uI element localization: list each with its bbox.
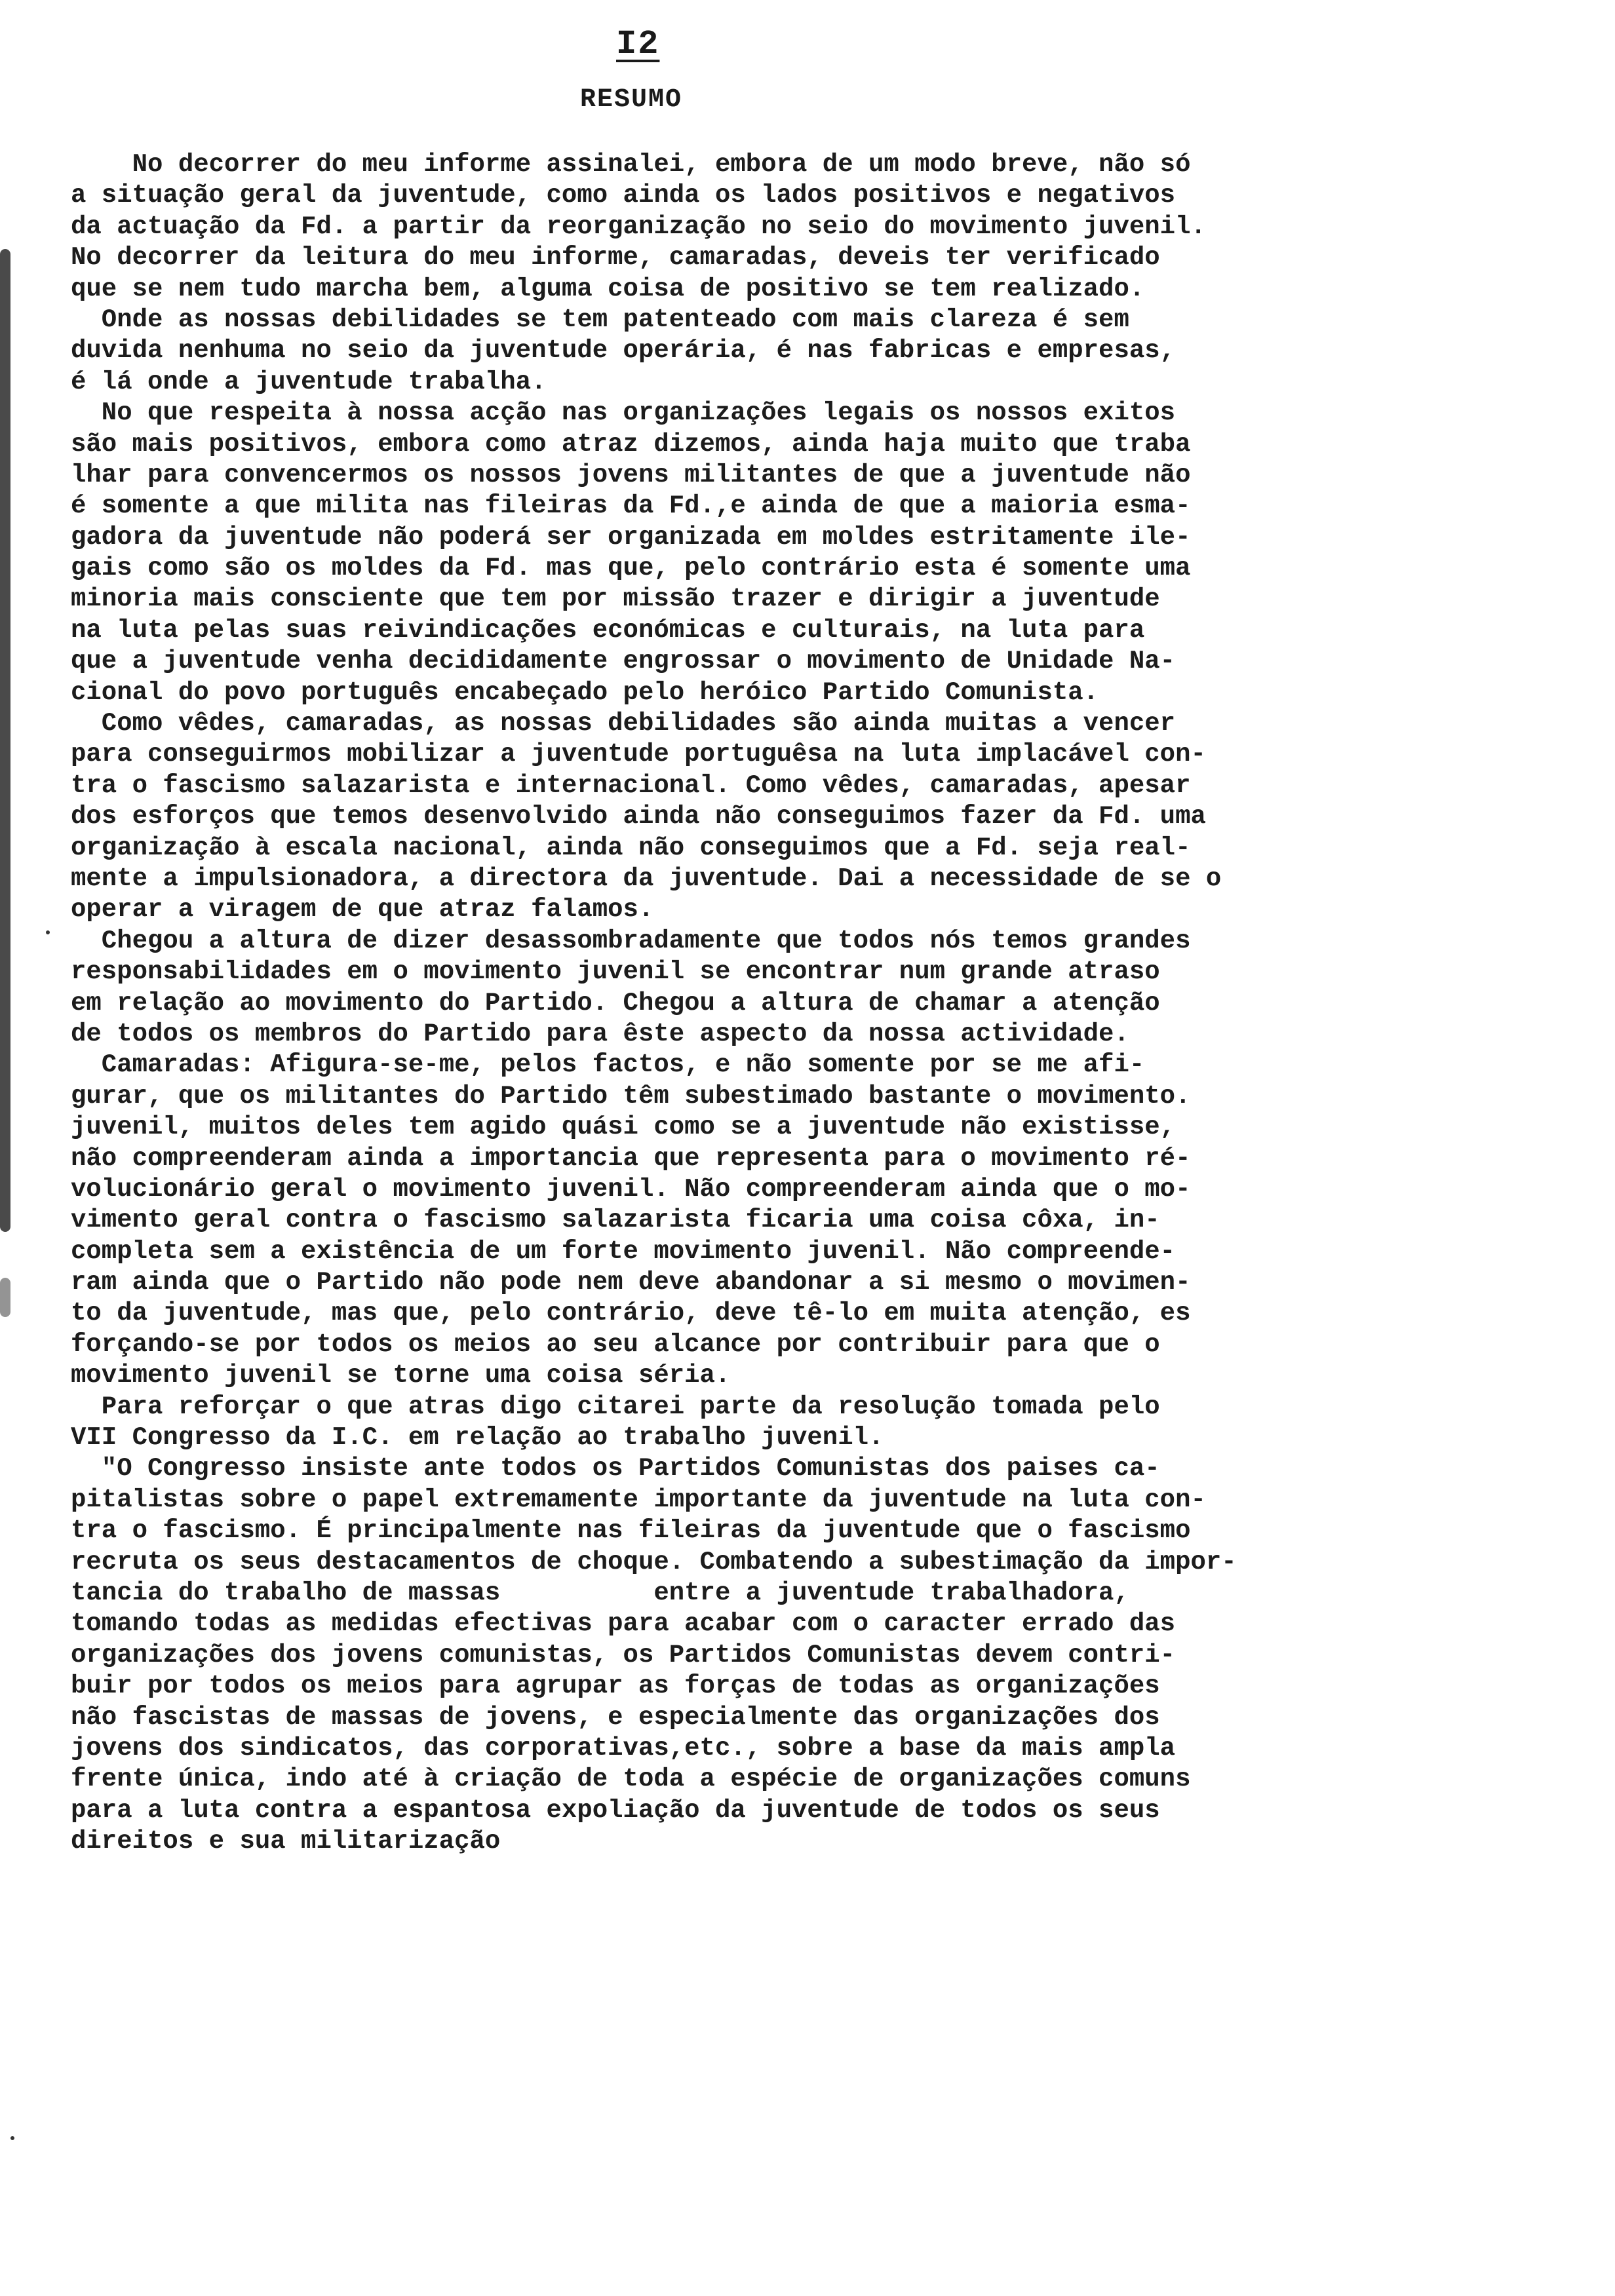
text-line: No decorrer da leitura do meu informe, camaradas, deveis ter verificado	[71, 243, 1160, 273]
text-line: minoria mais consciente que tem por missão trazer e dirigir a juventude	[71, 584, 1160, 614]
text-line: VII Congresso da I.C. em relação ao trabalho juvenil.	[71, 1423, 884, 1453]
text-line: Camaradas: Afigura-se-me, pelos factos, e não somente por se me afi-	[71, 1050, 1145, 1080]
text-line: vimento geral contra o fascismo salazarista ficaria uma coisa côxa, in-	[71, 1206, 1160, 1235]
text-line: tancia do trabalho de massas entre a juventude trabalhadora,	[71, 1578, 1129, 1607]
text-line: de todos os membros do Partido para êste aspecto da nossa actividade.	[71, 1019, 1129, 1048]
binding-shadow-mark	[0, 249, 10, 1232]
text-line: No que respeita à nossa acção nas organizações legais os nossos exitos	[71, 398, 1176, 428]
text-line: frente única, indo até à criação de toda a espécie de organizações comuns	[71, 1765, 1191, 1794]
text-line: gadora da juventude não poderá ser organizada em moldes estritamente ile-	[71, 522, 1191, 552]
text-line: é lá onde a juventude trabalha.	[71, 367, 547, 396]
text-line: Para reforçar o que atras digo citarei parte da resolução tomada pelo	[71, 1392, 1160, 1421]
text-line: Como vêdes, camaradas, as nossas debilidades são ainda muitas a vencer	[71, 709, 1176, 738]
text-line: não fascistas de massas de jovens, e especialmente das organizações dos	[71, 1702, 1160, 1732]
text-line: em relação ao movimento do Partido. Chegou a altura de chamar a atenção	[71, 988, 1160, 1018]
text-line: duvida nenhuma no seio da juventude operária, é nas fabricas e empresas,	[71, 336, 1176, 366]
text-line: é somente a que milita nas fileiras da Fd.,e ainda de que a maioria esma-	[71, 491, 1191, 521]
text-line: dos esforços que temos desenvolvido ainda não conseguimos fazer da Fd. uma	[71, 802, 1206, 832]
text-line: forçando-se por todos os meios ao seu alcance por contribuir para que o	[71, 1330, 1160, 1359]
text-line: tra o fascismo. É principalmente nas fileiras da juventude que o fascismo	[71, 1516, 1191, 1546]
text-line: operar a viragem de que atraz falamos.	[71, 895, 654, 925]
binding-shadow-mark	[0, 1278, 10, 1317]
text-line: que se nem tudo marcha bem, alguma coisa de positivo se tem realizado.	[71, 274, 1145, 303]
text-line: na luta pelas suas reivindicações económicas e culturais, na luta para	[71, 615, 1145, 645]
text-line: Onde as nossas debilidades se tem patenteado com mais clareza é sem	[71, 305, 1145, 334]
text-line: pitalistas sobre o papel extremamente importante da juventude na luta con-	[71, 1485, 1206, 1514]
text-line: lhar para convencermos os nossos jovens militantes de que a juventude não	[71, 460, 1191, 489]
text-line: ram ainda que o Partido não pode nem deve abandonar a si mesmo o movimen-	[71, 1268, 1191, 1297]
text-line: a situação geral da juventude, como ainda os lados positivos e negativos	[71, 181, 1176, 210]
text-line: tra o fascismo salazarista e internacional. Como vêdes, camaradas, apesar	[71, 771, 1191, 800]
page-title: RESUMO	[580, 85, 683, 115]
text-line: organização à escala nacional, ainda não conseguimos que a Fd. seja real-	[71, 833, 1191, 862]
text-line: gais como são os moldes da Fd. mas que, pelo contrário esta é somente uma	[71, 554, 1191, 583]
text-line: direitos e sua militarização	[71, 1827, 501, 1856]
text-line: "O Congresso insiste ante todos os Partidos Comunistas dos paises ca-	[71, 1454, 1160, 1483]
margin-speck	[46, 930, 50, 934]
text-line: Chegou a altura de dizer desassombradamente que todos nós temos grandes	[71, 926, 1191, 955]
text-line: da actuação da Fd. a partir da reorganização no seio do movimento juvenil.	[71, 212, 1206, 241]
text-line: não compreenderam ainda a importancia que representa para o movimento ré-	[71, 1143, 1191, 1173]
text-line: para a luta contra a espantosa expoliação da juventude de todos os seus	[71, 1795, 1160, 1825]
text-line: jovens dos sindicatos, das corporativas,etc., sobre a base da mais ampla	[71, 1733, 1176, 1763]
text-line: para conseguirmos mobilizar a juventude portuguêsa na luta implacável con-	[71, 740, 1206, 769]
text-line: buir por todos os meios para agrupar as forças de todas as organizações	[71, 1672, 1160, 1701]
text-line: volucionário geral o movimento juvenil. Não compreenderam ainda que o mo-	[71, 1174, 1191, 1204]
text-line: completa sem a existência de um forte movimento juvenil. Não compreende-	[71, 1236, 1176, 1266]
text-line: são mais positivos, embora como atraz dizemos, ainda haja muito que traba	[71, 429, 1191, 459]
text-line: movimento juvenil se torne uma coisa séria.	[71, 1361, 731, 1390]
text-line: juvenil, muitos deles tem agido quási como se a juventude não existisse,	[71, 1113, 1176, 1142]
text-line: No decorrer do meu informe assinalei, embora de um modo breve, não só	[71, 150, 1191, 179]
page-number: I2	[616, 25, 660, 64]
text-line: recruta os seus destacamentos de choque. Combatendo a subestimação da impor-	[71, 1547, 1237, 1577]
text-line: tomando todas as medidas efectivas para acabar com o caracter errado das	[71, 1609, 1176, 1639]
margin-speck	[10, 2136, 14, 2140]
body-text	[71, 149, 1532, 1857]
text-line: gurar, que os militantes do Partido têm subestimado bastante o movimento.	[71, 1081, 1191, 1111]
text-line: que a juventude venha decididamente engrossar o movimento de Unidade Na-	[71, 647, 1176, 676]
text-line: to da juventude, mas que, pelo contrário, deve tê-lo em muita atenção, es	[71, 1299, 1191, 1328]
text-line: cional do povo português encabeçado pelo heróico Partido Comunista.	[71, 678, 1099, 707]
text-line: responsabilidades em o movimento juvenil se encontrar num grande atraso	[71, 957, 1160, 987]
text-line: mente a impulsionadora, a directora da juventude. Dai a necessidade de se o	[71, 864, 1222, 893]
text-line: organizações dos jovens comunistas, os Partidos Comunistas devem contri-	[71, 1640, 1176, 1670]
